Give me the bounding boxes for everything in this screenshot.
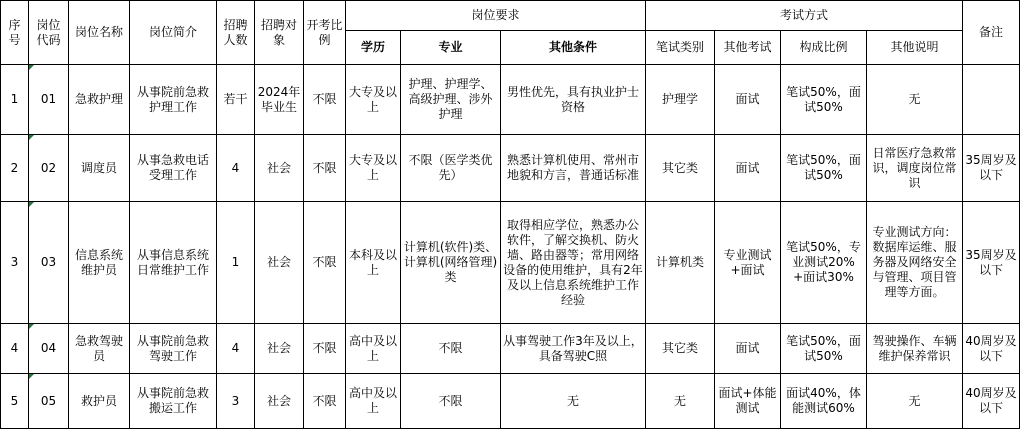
cell-ratio: 不限 [304,374,346,429]
cell-remarks: 35周岁及以下 [963,202,1020,324]
table-row [1,374,1020,429]
cell-seq: 4 [1,324,29,374]
cell-other-notes: 无 [867,65,963,135]
cell-other-exam: 面试 [715,324,781,374]
cell-code: 05 [29,374,69,429]
cell-other-notes: 驾驶操作、车辆维护保养常识 [867,324,963,374]
cell-other-conditions: 男性优先，具有执业护士资格 [501,65,646,135]
cell-other-exam: 面试+体能测试 [715,374,781,429]
cell-other-notes: 日常医疗急救常识，调度岗位常识 [867,135,963,202]
cell-code: 03 [29,202,69,324]
cell-education: 高中及以上 [346,324,401,374]
cell-written-type: 护理学 [646,65,715,135]
cell-written-type: 其它类 [646,324,715,374]
cell-other-notes: 无 [867,374,963,429]
cell-other-conditions: 从事驾驶工作3年及以上，具备驾驶C照 [501,324,646,374]
header-ratio: 开考比例 [304,1,346,65]
cell-composition: 笔试50%，面试50% [781,324,867,374]
header-code: 岗位代码 [29,1,69,65]
cell-remarks: 35周岁及以下 [963,135,1020,202]
header-intro: 岗位简介 [130,1,217,65]
cell-composition: 笔试50%，面试50% [781,135,867,202]
header-requirements: 岗位要求 [346,1,646,31]
cell-name: 急救驾驶员 [69,324,130,374]
cell-seq: 2 [1,135,29,202]
cell-target: 2024年毕业生 [255,65,304,135]
cell-intro: 从事院前急救搬运工作 [130,374,217,429]
header-other-conditions: 其他条件 [501,31,646,65]
cell-intro: 从事信息系统日常维护工作 [130,202,217,324]
cell-composition: 面试40%，体能测试60% [781,374,867,429]
cell-target: 社会 [255,135,304,202]
cell-remarks: 40周岁及以下 [963,324,1020,374]
cell-target: 社会 [255,374,304,429]
header-name: 岗位名称 [69,1,130,65]
cell-major: 护理、护理学、高级护理、涉外护理 [401,65,501,135]
cell-code: 04 [29,324,69,374]
cell-remarks: 40周岁及以下 [963,374,1020,429]
header-major: 专业 [401,31,501,65]
cell-ratio: 不限 [304,65,346,135]
table-row [1,324,1020,374]
header-other-notes: 其他说明 [867,31,963,65]
cell-major: 不限（医学类优先） [401,135,501,202]
header-composition: 构成比例 [781,31,867,65]
cell-ratio: 不限 [304,135,346,202]
cell-count: 1 [217,202,255,324]
table-row [1,65,1020,135]
table-row [1,202,1020,324]
cell-major: 计算机(软件)类、计算机(网络管理)类 [401,202,501,324]
cell-composition: 笔试50%，面试50% [781,65,867,135]
cell-major: 不限 [401,374,501,429]
cell-other-notes: 专业测试方向：数据库运维、服务器及网络安全与管理、项目管理等方面。 [867,202,963,324]
header-written-type: 笔试类别 [646,31,715,65]
cell-name: 信息系统维护员 [69,202,130,324]
cell-seq: 1 [1,65,29,135]
header-seq: 序号 [1,1,29,65]
cell-count: 3 [217,374,255,429]
header-education: 学历 [346,31,401,65]
cell-intro: 从事急救电话受理工作 [130,135,217,202]
header-target: 招聘对象 [255,1,304,65]
header-count: 招聘人数 [217,1,255,65]
cell-name: 调度员 [69,135,130,202]
cell-code: 02 [29,135,69,202]
cell-other-exam: 面试 [715,135,781,202]
cell-education: 本科及以上 [346,202,401,324]
cell-target: 社会 [255,324,304,374]
cell-other-conditions: 无 [501,374,646,429]
cell-other-exam: 专业测试+面试 [715,202,781,324]
cell-education: 高中及以上 [346,374,401,429]
cell-other-conditions: 取得相应学位，熟悉办公软件，了解交换机、防火墙、路由器等；常用网络设备的使用维护，具有2年及以上信息系统维护工作经验 [501,202,646,324]
cell-major: 不限 [401,324,501,374]
cell-education: 大专及以上 [346,135,401,202]
cell-seq: 3 [1,202,29,324]
table-row [1,135,1020,202]
cell-other-exam: 面试 [715,65,781,135]
cell-count: 若干 [217,65,255,135]
cell-seq: 5 [1,374,29,429]
cell-code: 01 [29,65,69,135]
header-exam-method: 考试方式 [646,1,963,31]
cell-written-type: 无 [646,374,715,429]
cell-count: 4 [217,135,255,202]
header-other-exam: 其他考试 [715,31,781,65]
cell-name: 救护员 [69,374,130,429]
cell-education: 大专及以上 [346,65,401,135]
cell-other-conditions: 熟悉计算机使用、常州市地貌和方言，普通话标准 [501,135,646,202]
cell-ratio: 不限 [304,324,346,374]
cell-target: 社会 [255,202,304,324]
cell-written-type: 计算机类 [646,202,715,324]
header-remarks: 备注 [963,1,1020,65]
cell-ratio: 不限 [304,202,346,324]
cell-written-type: 其它类 [646,135,715,202]
cell-intro: 从事院前急救驾驶工作 [130,324,217,374]
cell-remarks [963,65,1020,135]
cell-composition: 笔试50%，专业测试20%+面试30% [781,202,867,324]
cell-intro: 从事院前急救护理工作 [130,65,217,135]
cell-name: 急救护理 [69,65,130,135]
cell-count: 4 [217,324,255,374]
